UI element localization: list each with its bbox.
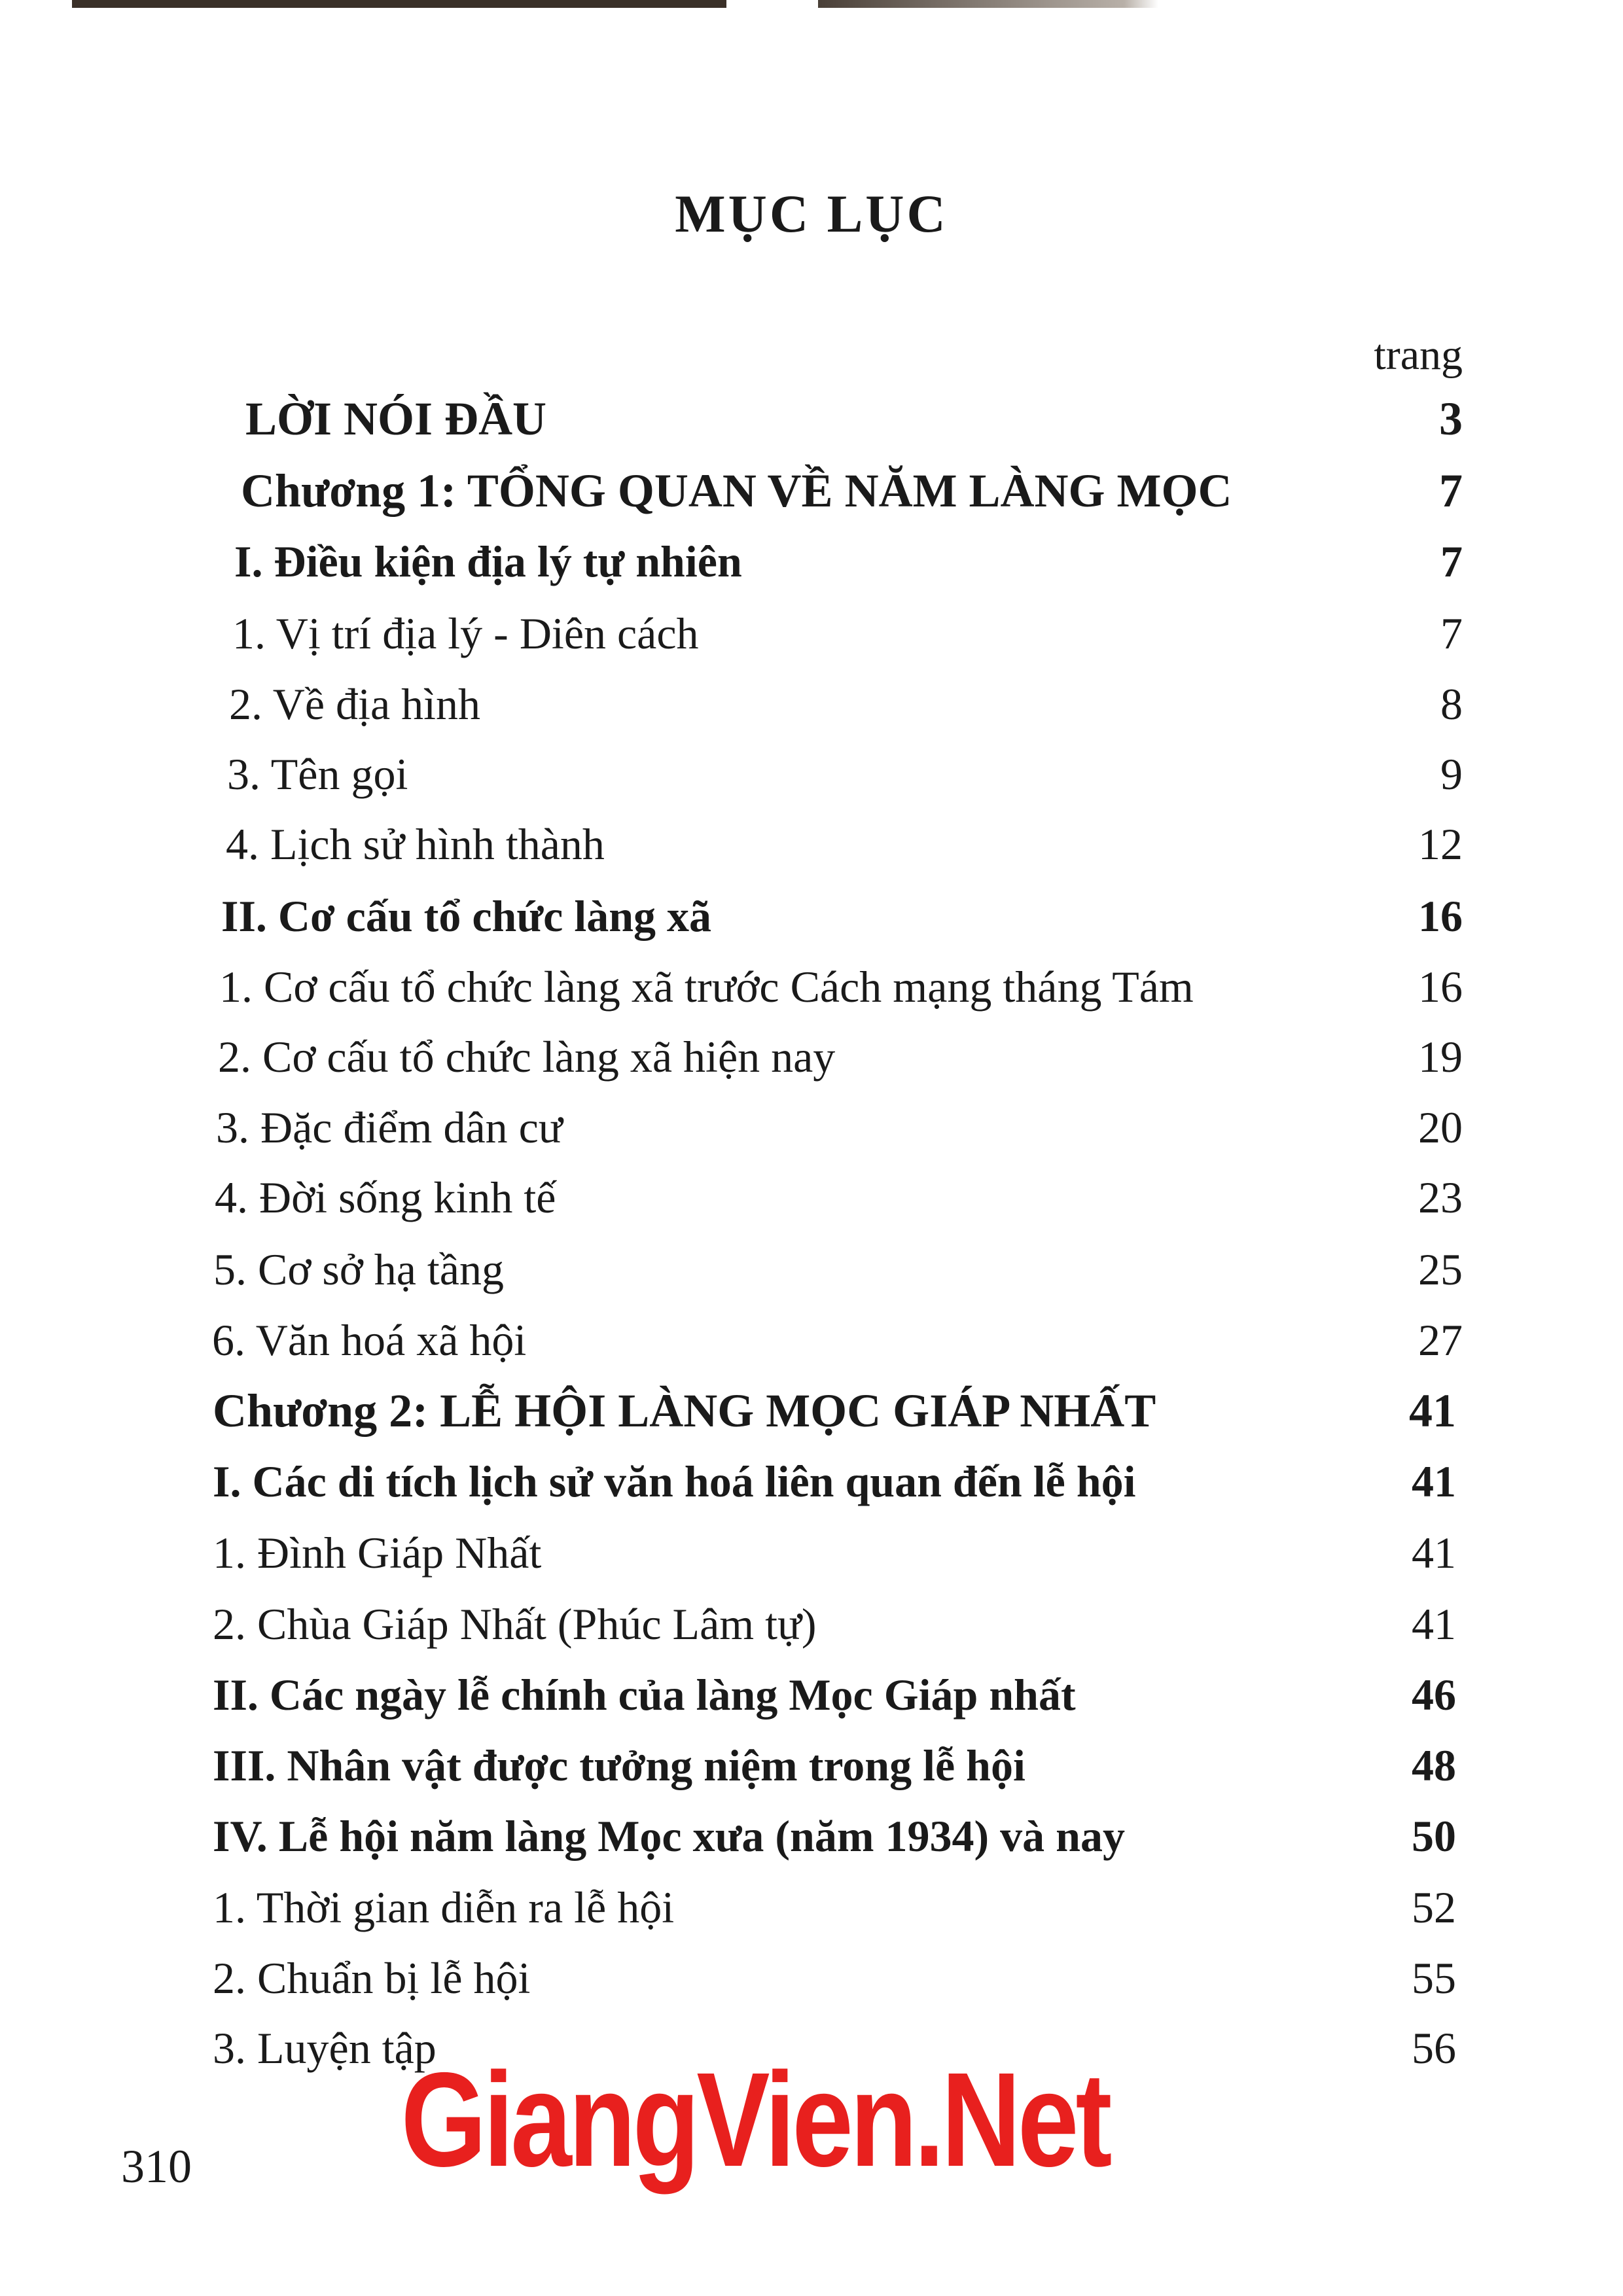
toc-entry-label: 2. Cơ cấu tổ chức làng xã hiện nay <box>218 1031 836 1082</box>
toc-entry-page: 50 <box>1412 1810 1456 1861</box>
toc-entry-page: 7 <box>1440 608 1463 658</box>
toc-entry <box>218 1024 1463 1089</box>
toc-entry <box>234 529 1463 594</box>
toc-entry-label: Chương 1: TỔNG QUAN VỀ NĂM LÀNG MỌC <box>241 464 1232 517</box>
toc-entry <box>226 811 1463 877</box>
toc-entry-label: I. Điều kiện địa lý tự nhiên <box>234 536 742 586</box>
toc-entry <box>213 1875 1456 1940</box>
toc-entry-page: 8 <box>1440 679 1463 729</box>
toc-entry-page: 9 <box>1440 749 1463 799</box>
page-column-header: trang <box>1374 331 1463 379</box>
toc-entry-label: 3. Đặc điểm dân cư <box>216 1102 563 1152</box>
toc-entry-page: 19 <box>1418 1031 1463 1082</box>
toc-entry-label: II. Cơ cấu tổ chức làng xã <box>221 891 712 941</box>
toc-entry <box>213 1449 1456 1514</box>
toc-entry-page: 20 <box>1418 1102 1463 1152</box>
toc-entry-page: 55 <box>1412 1952 1456 2003</box>
toc-entry-page: 7 <box>1439 464 1463 517</box>
toc-entry <box>229 671 1463 737</box>
toc-entry <box>213 1945 1456 2011</box>
toc-entry <box>227 741 1463 807</box>
toc-entry-label: 3. Tên gọi <box>227 749 408 799</box>
toc-entry-page: 16 <box>1418 891 1463 941</box>
toc-entry <box>213 1378 1456 1443</box>
toc-entry <box>232 601 1463 666</box>
toc-entry <box>212 1307 1463 1373</box>
toc-entry-label: 2. Chùa Giáp Nhất (Phúc Lâm tự) <box>213 1598 817 1649</box>
toc-entry <box>213 1237 1463 1302</box>
top-rule-left <box>72 0 726 8</box>
toc-entry <box>216 1095 1463 1160</box>
toc-entry-label: 1. Vị trí địa lý - Diên cách <box>232 608 699 658</box>
toc-entry <box>215 1165 1463 1230</box>
toc-entry-page: 12 <box>1418 819 1463 869</box>
toc-entry-label: 3. Luyện tập <box>213 2022 437 2073</box>
toc-entry-page: 41 <box>1412 1456 1456 1506</box>
toc-entry-label: 4. Lịch sử hình thành <box>226 819 605 869</box>
toc-entry-label: Chương 2: LỄ HỘI LÀNG MỌC GIÁP NHẤT <box>213 1384 1156 1437</box>
toc-entry-label: 5. Cơ sở hạ tầng <box>213 1244 504 1294</box>
toc-entry-page: 52 <box>1412 1882 1456 1932</box>
toc-entry-page: 7 <box>1440 536 1463 586</box>
toc-entry-page: 48 <box>1412 1740 1456 1790</box>
toc-entry-label: I. Các di tích lịch sử văn hoá liên quan đến lễ hội <box>213 1456 1136 1506</box>
toc-entry-page: 27 <box>1418 1315 1463 1365</box>
toc-entry-label: III. Nhân vật được tưởng niệm trong lễ hội <box>213 1740 1026 1790</box>
toc-entry <box>213 1803 1456 1869</box>
toc-entry-label: LỜI NÓI ĐẦU <box>245 392 547 445</box>
toc-entry <box>245 386 1463 451</box>
toc-entry-page: 16 <box>1418 961 1463 1012</box>
toc-entry-page: 41 <box>1409 1384 1456 1437</box>
toc-entry-page: 23 <box>1418 1172 1463 1222</box>
toc-entry-page: 41 <box>1412 1598 1456 1649</box>
toc-entry-page: 46 <box>1412 1669 1456 1720</box>
page-number: 310 <box>121 2140 192 2193</box>
toc-entry <box>241 458 1463 523</box>
toc-entry-label: 1. Cơ cấu tổ chức làng xã trước Cách mạng tháng Tám <box>219 961 1194 1012</box>
toc-entry <box>219 954 1463 1019</box>
toc-entry <box>213 1520 1456 1585</box>
toc-entry-label: 1. Thời gian diễn ra lễ hội <box>213 1882 675 1932</box>
toc-entry <box>213 1591 1456 1657</box>
toc-entry <box>213 1733 1456 1798</box>
toc-entry-page: 3 <box>1439 392 1463 445</box>
toc-entry-page: 41 <box>1412 1527 1456 1578</box>
toc-entry-label: 2. Chuẩn bị lễ hội <box>213 1952 531 2003</box>
toc-entry-label: II. Các ngày lễ chính của làng Mọc Giáp nhất <box>213 1669 1076 1720</box>
toc-entry-label: IV. Lễ hội năm làng Mọc xưa (năm 1934) và nay <box>213 1810 1125 1861</box>
toc-entry-label: 2. Về địa hình <box>229 679 481 729</box>
top-rule-right <box>818 0 1158 8</box>
toc-entry-label: 1. Đình Giáp Nhất <box>213 1527 542 1578</box>
toc-entry <box>213 1662 1456 1727</box>
page-title: MỤC LỤC <box>675 184 948 243</box>
toc-entry-page: 25 <box>1418 1244 1463 1294</box>
toc-entry-label: 6. Văn hoá xã hội <box>212 1315 527 1365</box>
toc-entry-label: 4. Đời sống kinh tế <box>215 1172 556 1222</box>
toc-entry <box>221 883 1463 949</box>
watermark-logo: GiangVien.Net <box>401 2045 1109 2195</box>
toc-entry-page: 56 <box>1412 2022 1456 2073</box>
